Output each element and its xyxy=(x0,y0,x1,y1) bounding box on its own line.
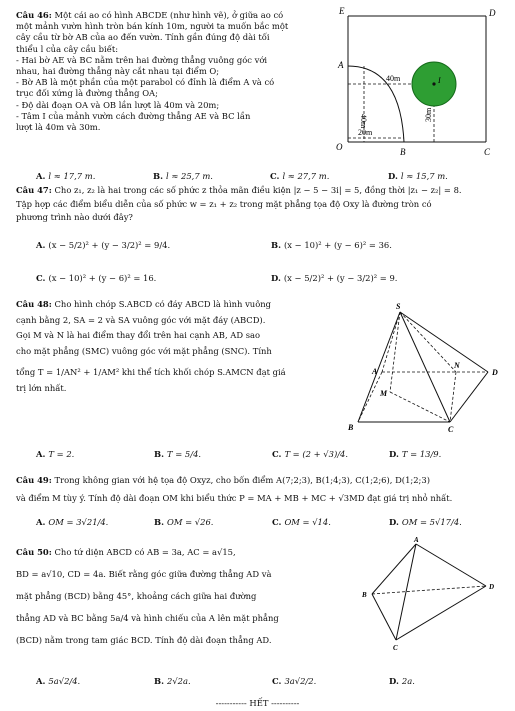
label-B: B xyxy=(348,423,354,432)
label-S: S xyxy=(396,302,401,311)
label-D: D xyxy=(489,8,496,18)
label-C: C xyxy=(393,644,398,652)
end-marker: ----------- HẾT ---------- xyxy=(215,698,300,708)
q47-option-a[interactable]: A. (x − 5/2)² + (y − 3/2)² = 9/4. xyxy=(36,240,171,250)
label-C: C xyxy=(448,425,454,434)
q49-option-b[interactable]: B. OM = √26. xyxy=(154,517,214,527)
q46-option-a[interactable]: A. l ≈ 17,7 m. xyxy=(36,171,96,181)
question-47: Câu 47: Cho z₁, z₂ là hai trong các số phức z thỏa mãn điều kiện |z − 5 − 3i| = 5, đồng thời |z₁ − z₂| = 8. Tập hợp các điểm biểu diễn của số phức w = z₁ + z₂ trong mặt phẳng tọa độ Oxy là đường tròn có phương trình nào dưới đây? xyxy=(16,185,462,223)
q46-option-c[interactable]: C. l ≈ 27,7 m. xyxy=(270,171,330,181)
pyramid-figure xyxy=(338,300,510,440)
q48-option-c[interactable]: C. T = (2 + √3)/4. xyxy=(272,449,349,459)
q49-label: Câu 49: xyxy=(16,475,52,485)
label-A: A xyxy=(414,536,419,544)
q46-option-d[interactable]: D. l ≈ 15,7 m. xyxy=(388,171,448,181)
q47-option-d[interactable]: D. (x − 5/2)² + (y − 3/2)² = 9. xyxy=(271,273,398,283)
q48-option-d[interactable]: D. T = 13/9. xyxy=(389,449,442,459)
edge-SB xyxy=(358,312,400,422)
q50-option-c[interactable]: C. 3a√2/2. xyxy=(272,676,317,686)
q50-option-b[interactable]: B. 2√2a. xyxy=(154,676,191,686)
question-49: Câu 49: Trong không gian với hệ tọa độ Oxyz, cho bốn điểm A(7;2;3), B(1;4;3), C(1;2;6), D(1;2;3) và điểm M tùy ý. Tính độ dài đoạn OM khi biểu thức P = MA + MB + MC + √3MD đạt giá trị nhỏ nhất. xyxy=(16,475,453,503)
edge-AB xyxy=(358,372,382,422)
question-46: Câu 46: Một cái ao có hình ABCDE (như hình vẽ), ở giữa ao có một mảnh vườn hình tròn bán kính 10m, người ta muốn bắc một cây cầu từ bờ AB của ao đến vườn. Tính gần đúng độ dài tối thiểu l của cây cầu biết: - Hai bờ AE và BC nằm trên hai đường thẳng vuông góc với nhau, hai đường thẳng này cắt nhau tại điểm O; - Bờ AB là một phần của một parabol có đỉnh là điểm A và có trục đối xứng là đường thẳng OA; - Độ dài đoạn OA và OB lần lượt là 40m và 20m; - Tâm I của mảnh vườn cách đường thẳng AE và BC lần lượt là 40m và 30m. xyxy=(16,10,289,133)
q49-option-d[interactable]: D. OM = 5√17/4. xyxy=(389,517,462,527)
garden-center-dot xyxy=(432,82,435,85)
label-A: A xyxy=(338,60,344,70)
edge-SN xyxy=(400,312,456,372)
tetrahedron-figure xyxy=(360,536,500,656)
label-C: C xyxy=(484,147,491,157)
edge-BC xyxy=(372,594,396,640)
q46-label: Câu 46: xyxy=(16,10,52,20)
edge-AB xyxy=(372,544,416,594)
q50-option-a[interactable]: A. 5a√2/4. xyxy=(36,676,81,686)
label-I: I xyxy=(438,76,441,85)
q50-label: Câu 50: xyxy=(16,547,52,557)
q50-option-d[interactable]: D. 2a. xyxy=(389,676,415,686)
label-O: O xyxy=(336,142,343,152)
pond-figure xyxy=(334,4,510,170)
label-30m: 30m xyxy=(424,107,433,122)
edge-CD xyxy=(450,372,488,422)
q48-option-a[interactable]: A. T = 2. xyxy=(36,449,75,459)
label-B: B xyxy=(362,591,367,599)
question-48: Câu 48: Cho hình chóp S.ABCD có đáy ABCD là hình vuông cạnh bằng 2, SA = 2 và SA vuông góc với mặt đáy (ABCD). Gọi M và N là hai điểm thay đổi trên hai cạnh AB, AD sao cho mặt phẳng (SMC) vuông góc với mặt phẳng (SNC). Tính tổng T = 1/AN² + 1/AM² khi thể tích khối chóp S.AMCN đạt giá trị lớn nhất. xyxy=(16,299,286,393)
label-E: E xyxy=(339,6,345,16)
label-40m-horizontal: 40m xyxy=(386,74,401,83)
question-50: Câu 50: Cho tứ diện ABCD có AB = 3a, AC = a√15, BD = a√10, CD = 4a. Biết rằng góc giữa đường thẳng AD và mặt phẳng (BCD) bằng 45°, khoảng cách giữa hai đường thẳng AD và BC bằng 5a/4 và hình chiếu của A lên mặt phẳng (BCD) nằm trong tam giác BCD. Tính độ dài đoạn thẳng AD. xyxy=(16,547,279,645)
edge-SA xyxy=(382,312,400,372)
label-B: B xyxy=(400,147,406,157)
q47-option-c[interactable]: C. (x − 10)² + (y − 6)² = 16. xyxy=(36,273,157,283)
label-20m: 20m xyxy=(358,128,373,137)
label-D: D xyxy=(492,368,498,377)
q48-option-b[interactable]: B. T = 5/4. xyxy=(154,449,202,459)
q46-option-b[interactable]: B. l ≈ 25,7 m. xyxy=(153,171,213,181)
edge-MC xyxy=(390,392,450,422)
q47-option-b[interactable]: B. (x − 10)² + (y − 6)² = 36. xyxy=(271,240,392,250)
label-N: N xyxy=(454,361,460,370)
edge-AD xyxy=(416,544,486,586)
q47-label: Câu 47: xyxy=(16,185,52,195)
label-M: M xyxy=(380,389,388,398)
q48-label: Câu 48: xyxy=(16,299,52,309)
label-40m-vertical: 40m xyxy=(359,114,368,129)
q49-option-c[interactable]: C. OM = √14. xyxy=(272,517,331,527)
label-D: D xyxy=(489,583,495,591)
label-A: A xyxy=(372,367,378,376)
q49-option-a[interactable]: A. OM = 3√21/4. xyxy=(36,517,109,527)
edge-BD xyxy=(372,586,486,594)
edge-CD xyxy=(396,586,486,640)
